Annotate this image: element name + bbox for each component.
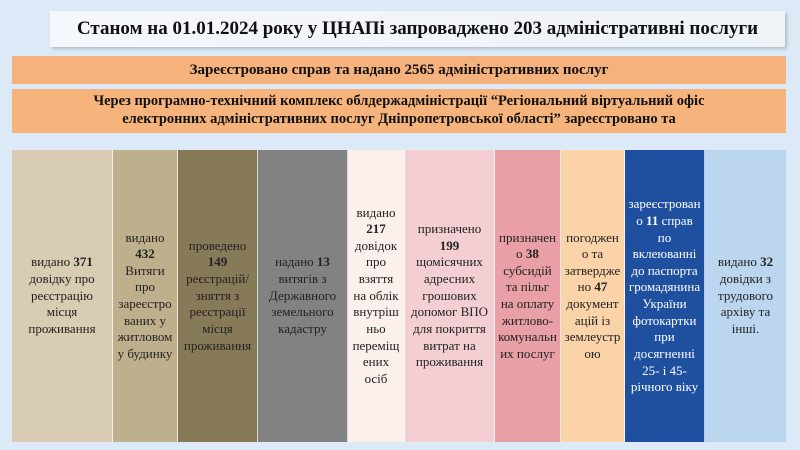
column-registrations xyxy=(178,150,258,442)
column-subsidies xyxy=(495,150,561,442)
column-idp-assistance xyxy=(405,150,495,442)
column-land-documentation xyxy=(561,150,625,442)
column-housing-extracts xyxy=(113,150,178,442)
column-text: призначено 38 субсидій та пільг на оплату житлово-комунальних послуг xyxy=(498,229,557,361)
column-text: надано 13 витягів з Державного земельного кадастру xyxy=(268,254,337,336)
page-subtitle: Зареєстровано справ та надано 2565 адміністративних послуг xyxy=(189,61,609,78)
title-banner xyxy=(50,11,785,47)
column-text: призначено 199 щомісячних адресних грошових допомог ВПО для покриття витрат на проживання xyxy=(410,221,489,370)
subtitle-banner xyxy=(12,56,786,84)
page-title: Станом на 01.01.2024 року у ЦНАПі запроваджено 203 адміністративні послуги xyxy=(76,18,759,39)
column-residence-certificates xyxy=(12,150,113,442)
column-text: проведено 149 реєстрацій/зняття з реєстрації місця проживання xyxy=(183,237,252,353)
service-columns xyxy=(12,150,786,442)
column-text: видано 32 довідки з трудового архіву та інші. xyxy=(717,254,774,336)
column-land-cadastre xyxy=(258,150,348,442)
column-passport-photos xyxy=(625,150,705,442)
page-note: Через програмно-технічний комплекс облдержадміністрації “Регіональний віртуальний офіс електронних адміністративних послуг Дніпропетровської області” зареєстровано та xyxy=(93,93,705,127)
column-text: видано 432 Витяги про зареєстрованих у житловому будинку xyxy=(117,229,173,361)
column-labor-archive xyxy=(705,150,786,442)
column-text: видано 217 довідок про взяття на облік внутрішньо переміщених осіб xyxy=(352,204,400,386)
column-text: видано 371 довідку про реєстрацію місця проживання xyxy=(28,254,96,336)
note-banner xyxy=(12,89,786,133)
column-idp-certificates xyxy=(348,150,405,442)
column-text: зареєстровано 11 справ по вклеюванні до паспорта громадянина України фотокартки при досягненні 25- і 45-річного віку xyxy=(628,196,701,395)
column-text: погоджено та затверджено 47 документацій із землеустрою xyxy=(564,229,621,361)
